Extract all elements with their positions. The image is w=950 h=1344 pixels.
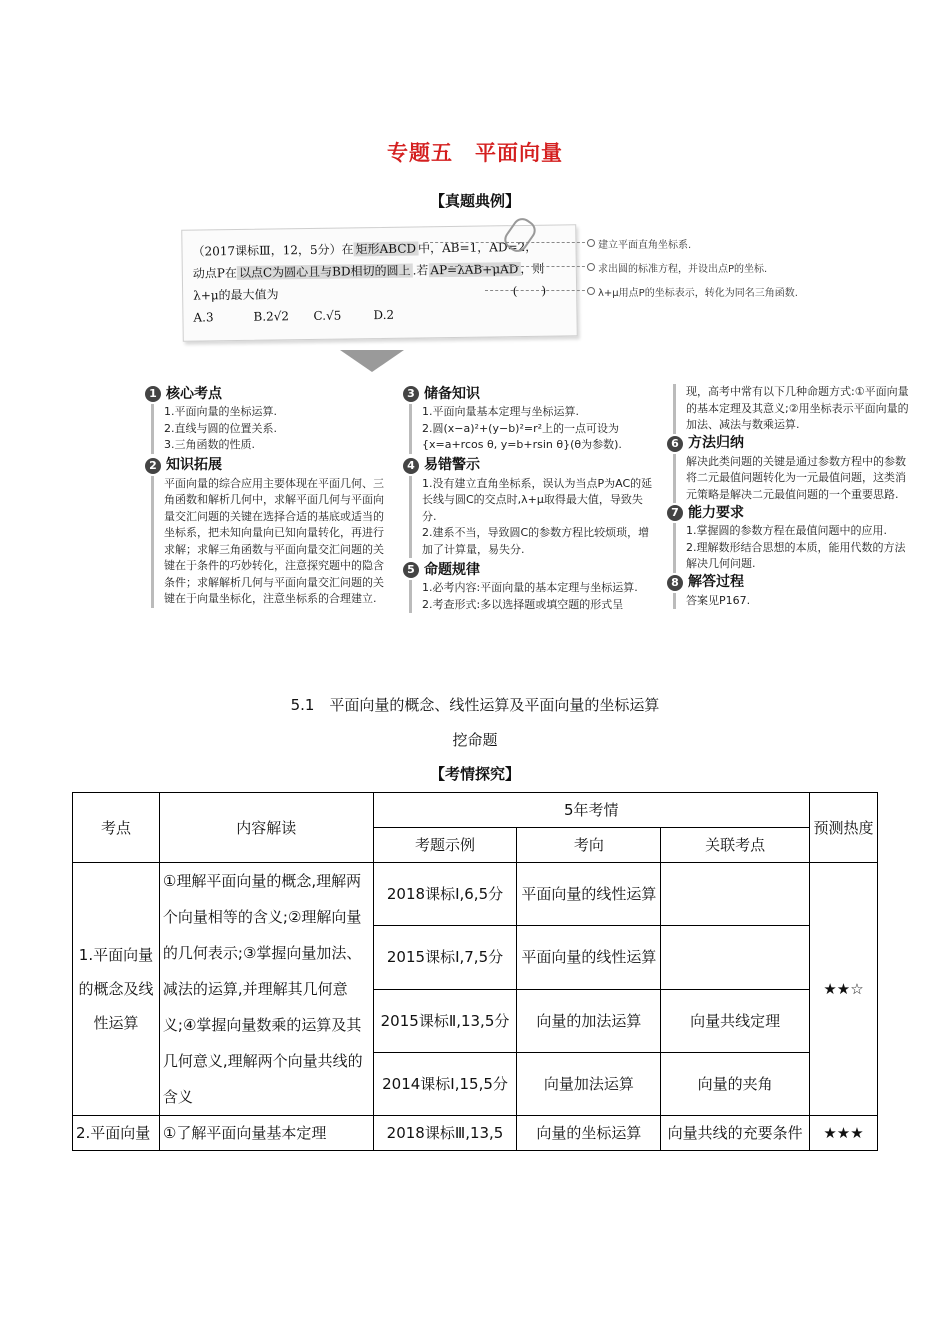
exam-analysis-table <box>72 792 878 1151</box>
header-kaodian: 考点 <box>73 793 160 863</box>
section-pattern: 5 命题规律 <box>403 560 653 580</box>
number-badge-icon: 7 <box>667 505 683 521</box>
cell-direction: 向量加法运算 <box>517 1052 661 1115</box>
header-5year: 5年考情 <box>373 793 809 828</box>
info-column-3: 现，高考中常有以下几种命题方式:①平面向量的基本定理及其意义;②用坐标表示平面向量的加法、减法与数乘运算. 6 方法归纳 解决此类问题的关键是通过参数方程中的参数将二元最值问题转化为一元最值问题，这类消元策略是解决二元最值问题的一个重要思路. 7 能力要求 1.掌握圆的参数方程在最值问题中的应用. 2.理解数形结合思想的本质，能用代数的方法解决几何问题. 8 解答过程 答案见P167. <box>667 384 912 609</box>
info-column-2: 3 储备知识 1.平面向量基本定理与坐标运算. 2.圆(x−a)²+(y−b)²=r²上的一点可设为 {x=a+rcos θ, y=b+rsin θ}(θ为参数). 4 易错警示 1.没有建立直角坐标系，误认为当点P为AC的延长线与圆C的交点时,λ+μ取得最大值，导致失分. 2.建系不当，导致圆C的参数方程比较烦琐，增加了计算量，易失分. 5 命题规律 1.必考内容:平面向量的基本定理与坐标运算. 2.考查形式:多以选择题或填空题的形式呈 <box>403 384 653 613</box>
example-text: .若 <box>412 263 429 278</box>
cell-neirong: ①理解平面向量的概念,理解两个向量相等的含义;②理解向量的几何表示;③掌握向量加法、减法的运算,并理解其几何意义;④掌握向量数乘的运算及其几何意义,理解两个向量共线的含义 <box>159 863 373 1116</box>
annotation-line <box>485 290 590 291</box>
header-example: 考题示例 <box>373 828 517 863</box>
annotation-note: 建立平面直角坐标系. <box>598 240 692 251</box>
example-highlight: 矩形ABCD <box>355 241 417 257</box>
annotation-dot-icon <box>587 239 595 247</box>
header-neirong: 内容解读 <box>159 793 373 863</box>
info-column-1: 1 核心考点 1.平面向量的坐标运算. 2.直线与圆的位置关系. 3.三角函数的性质. 2 知识拓展 平面向量的综合应用主要体现在平面几何、三角函数和解析几何中，求解平面几何与平面向量交汇问题的关键在选择合适的基底或适当的坐标系，把未知向量向已知向量转化，再进行求解；求解三角函数与平面向量交汇问题的关键在于条件的巧妙转化，注意探究题中的隐含条件；求解解析几何与平面向量交汇问题的关键在于向量坐标化，注意坐标系的合理建立. <box>145 384 385 608</box>
cell-direction: 平面向量的线性运算 <box>517 926 661 989</box>
example-text: ，则 <box>520 261 545 277</box>
annotation-note: λ+μ用点P的坐标表示，转化为同名三角函数. <box>598 288 798 299</box>
answer-paren: ( ) <box>512 283 547 299</box>
example-highlight: AP=λAB+μAD <box>430 262 519 278</box>
choice-d: D.2 <box>373 307 395 323</box>
cell-example: 2018课标Ⅰ,6,5分 <box>373 863 517 926</box>
section-core: 1 核心考点 <box>145 384 385 404</box>
cell-related <box>661 926 810 989</box>
page-title: 专题五 平面向量 <box>387 141 563 165</box>
annotation-note: 求出圆的标准方程，并设出点P的坐标. <box>598 264 768 275</box>
annotation-dot-icon <box>587 287 595 295</box>
arrow-down-icon <box>340 350 404 372</box>
cell-example: 2018课标Ⅲ,13,5 <box>373 1116 517 1151</box>
example-text: （2017课标Ⅲ，12，5分）在 <box>192 242 354 259</box>
cell-direction: 平面向量的线性运算 <box>517 863 661 926</box>
cell-related <box>661 863 810 926</box>
section-ability: 7 能力要求 <box>667 503 912 523</box>
annotation-line <box>425 242 590 243</box>
example-highlight: 以点C为圆心且与BD相切的圆上 <box>238 263 411 280</box>
cell-related: 向量的夹角 <box>661 1052 810 1115</box>
example-choices <box>193 301 566 328</box>
cell-direction: 向量的坐标运算 <box>517 1116 661 1151</box>
cell-related: 向量共线的充要条件 <box>661 1116 810 1151</box>
rating-stars: ★★★ <box>810 1116 878 1151</box>
number-badge-icon: 2 <box>145 458 161 474</box>
cell-example: 2015课标Ⅰ,7,5分 <box>373 926 517 989</box>
cell-related: 向量共线定理 <box>661 989 810 1052</box>
choice-a: A.3 <box>193 310 214 325</box>
number-badge-icon: 6 <box>667 436 683 452</box>
cell-kaodian: 1.平面向量的概念及线性运算 <box>73 863 160 1116</box>
number-badge-icon: 4 <box>403 458 419 474</box>
cell-example: 2014课标Ⅰ,15,5分 <box>373 1052 517 1115</box>
number-badge-icon: 5 <box>403 562 419 578</box>
rating-stars: ★★☆ <box>810 863 878 1116</box>
section-warning: 4 易错警示 <box>403 456 653 476</box>
example-text: 中，AB=1，AD=2， <box>417 239 538 256</box>
header-yuce: 预测热度 <box>810 793 878 863</box>
cell-neirong: ①了解平面向量基本定理 <box>159 1116 373 1151</box>
number-badge-icon: 1 <box>145 386 161 402</box>
number-badge-icon: 8 <box>667 575 683 591</box>
section-reserve: 3 储备知识 <box>403 384 653 404</box>
section-solution: 8 解答过程 <box>667 573 912 593</box>
section-method: 6 方法归纳 <box>667 434 912 454</box>
wa-heading: 挖命题 <box>452 731 498 749</box>
example-text: 动点P在 <box>192 265 238 281</box>
section-heading-kq: 【考情探究】 <box>429 765 520 783</box>
number-badge-icon: 3 <box>403 386 419 402</box>
cell-direction: 向量的加法运算 <box>517 989 661 1052</box>
cell-kaodian: 2.平面向量 <box>73 1116 160 1151</box>
annotation-dot-icon <box>587 263 595 271</box>
section-heading-example: 【真题典例】 <box>429 192 520 210</box>
choice-b: B.2√2 <box>253 309 290 324</box>
choice-c: C.√5 <box>313 308 342 323</box>
cell-example: 2015课标Ⅱ,13,5分 <box>373 989 517 1052</box>
subsection-title: 5.1 平面向量的概念、线性运算及平面向量的坐标运算 <box>290 696 660 714</box>
header-direction: 考向 <box>517 828 661 863</box>
section-expand: 2 知识拓展 <box>145 456 385 476</box>
header-related: 关联考点 <box>661 828 810 863</box>
example-text: λ+μ的最大值为 <box>193 287 279 303</box>
annotation-line <box>450 266 590 267</box>
